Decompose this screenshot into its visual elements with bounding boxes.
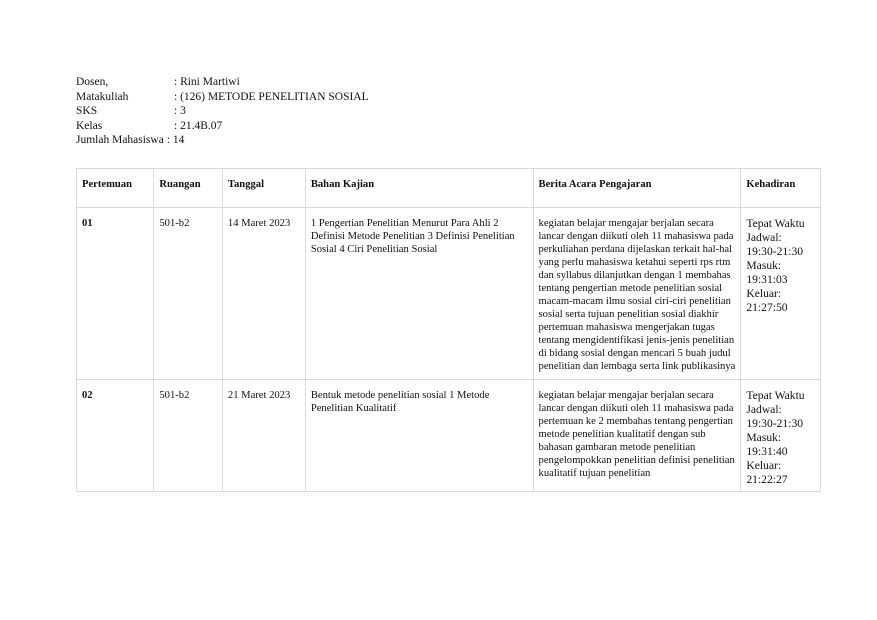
cell-kehadiran (741, 208, 821, 380)
cell-ruangan: 501-b2 (154, 208, 223, 380)
berita-acara-text: kegiatan belajar mengajar berjalan secara lancar dengan diikuti oleh 11 mahasiswa pada pertemuan ke 2 membahas tentang pengertian metode penelitian kualitatif dengan sub bahasan gambaran metode penelitian pengelompokkan penelitian definisi penelitian kualitatif tujuan penelitian (538, 390, 735, 479)
kelas-value: : 21.4B.07 (174, 119, 223, 132)
course-info (76, 75, 369, 148)
sks-label: SKS (76, 105, 98, 118)
cell-tanggal: 21 Maret 2023 (222, 380, 305, 492)
kehadiran-keluar: 21:27:50 (746, 301, 788, 314)
sks-row (76, 104, 369, 119)
cell-kehadiran (741, 380, 821, 492)
kelas-label: Kelas (76, 119, 103, 132)
kehadiran-status: Tepat Waktu (746, 389, 805, 402)
kehadiran-keluar: 21:22:27 (746, 473, 788, 486)
header-tanggal: Tanggal (222, 169, 305, 208)
header-kehadiran: Kehadiran (741, 169, 821, 208)
header-pertemuan: Pertemuan (77, 169, 154, 208)
matakuliah-label: Matakuliah (76, 90, 129, 103)
kehadiran-masuk: 19:31:03 (746, 273, 788, 286)
cell-tanggal: 14 Maret 2023 (222, 208, 305, 380)
kehadiran-jadwal-label: Jadwal: (746, 231, 782, 244)
kehadiran-status: Tepat Waktu (746, 217, 805, 230)
cell-pertemuan: 01 (77, 208, 154, 380)
cell-pertemuan: 02 (77, 380, 154, 492)
header-berita-acara: Berita Acara Pengajaran (533, 169, 741, 208)
cell-ruangan: 501-b2 (154, 380, 223, 492)
dosen-row (76, 75, 369, 90)
cell-bahan-kajian: 1 Pengertian Penelitian Menurut Para Ahli 2 Definisi Metode Penelitian 3 Definisi Penelitian Sosial 4 Ciri Penelitian Sosial (305, 208, 533, 380)
kelas-row (76, 119, 369, 134)
kehadiran-jadwal: 19:30-21:30 (746, 417, 804, 430)
jumlah-row (76, 133, 369, 148)
header-ruangan: Ruangan (154, 169, 223, 208)
kehadiran-keluar-label: Keluar: (746, 287, 782, 300)
table-header-row (77, 169, 821, 208)
kehadiran-masuk: 19:31:40 (746, 445, 788, 458)
dosen-label: Dosen, (76, 76, 109, 88)
kehadiran-jadwal-label: Jadwal: (746, 403, 782, 416)
header-bahan-kajian: Bahan Kajian (305, 169, 533, 208)
kehadiran-masuk-label: Masuk: (746, 259, 782, 272)
table-row (77, 208, 821, 380)
jumlah-label: Jumlah Mahasiswa (76, 134, 164, 147)
cell-berita-acara: kegiatan belajar mengajar berjalan secara lancar dengan diikuti oleh 11 mahasiswa pada perkuliahan perdana dijelaskan terkait hal-hal yang perlu mahasiswa ketahui seperti rps rtm dan syllabus dilanjutkan dengan 1 membahas tentang pengertian metode penelitian sosial macam-macam ilmu sosial ciri-ciri penelitian sosial serta tujuan penelitian sosial diakhir pertemuan mahasiswa mengerjakan tugas tentang mengidentifikasi jenis-jenis penelitian di bidang sosial dengan mencari 5 buah judul penelitian dan lembaga serta link publikasinya (533, 208, 741, 380)
sks-value: : 3 (174, 105, 186, 118)
matakuliah-value: : (126) METODE PENELITIAN SOSIAL (174, 90, 369, 103)
jumlah-value: : 14 (166, 134, 185, 147)
kehadiran-masuk-label: Masuk: (746, 431, 782, 444)
cell-bahan-kajian: Bentuk metode penelitian sosial 1 Metode Penelitian Kualitatif (305, 380, 533, 492)
berita-acara-table (76, 168, 821, 492)
dosen-value: : Rini Martiwi (174, 76, 240, 88)
table-row (77, 380, 821, 492)
kehadiran-keluar-label: Keluar: (746, 459, 782, 472)
matakuliah-row (76, 90, 369, 105)
cell-berita-acara (533, 380, 741, 492)
kehadiran-jadwal: 19:30-21:30 (746, 245, 804, 258)
